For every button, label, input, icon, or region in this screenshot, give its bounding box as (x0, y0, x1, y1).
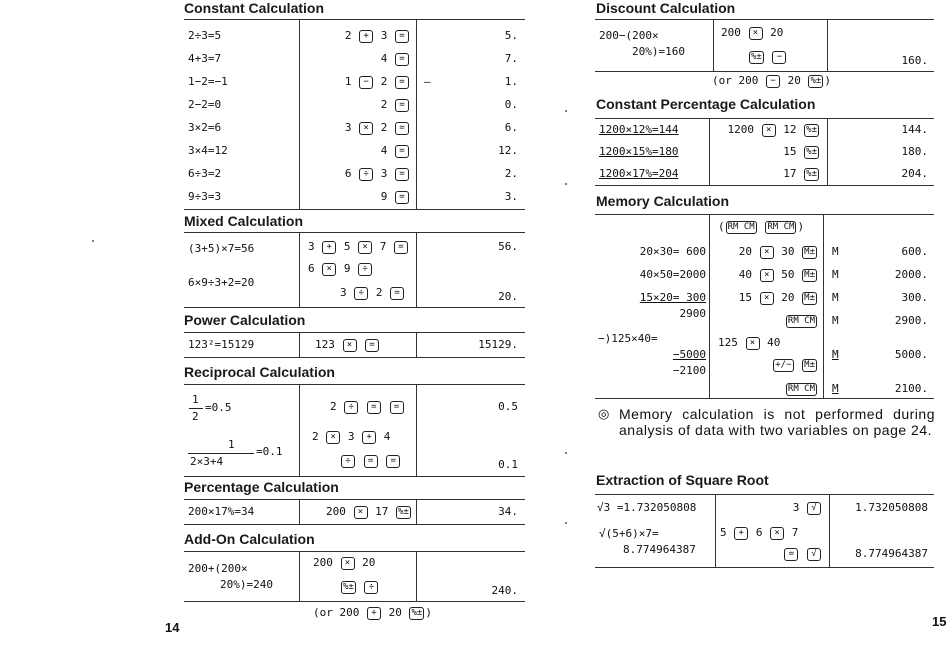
expr: 40×50=2000 (639, 268, 706, 281)
reciprocal-result-2: 0.1 (498, 458, 518, 471)
memory-header-keys: ( RM CM RM CM ) (718, 220, 805, 233)
keys: 6 ÷ 3 = (300, 167, 410, 181)
mixed-calculation-title: Mixed Calculation (184, 213, 304, 229)
keys: 125 × 40 (718, 336, 781, 349)
memory-flag: M (832, 382, 839, 395)
reciprocal-keys-2a: 2 × 3 + 4 (312, 430, 391, 443)
expr: 1200×12%=144 (599, 123, 679, 136)
calculator-key-icon: ÷ (358, 263, 372, 276)
calculator-key-icon: = (390, 401, 404, 414)
result: 12. (498, 144, 518, 157)
calculator-key-icon: = (365, 339, 379, 352)
result: 144. (901, 123, 928, 136)
reciprocal-num-2: 1 (228, 438, 235, 451)
power-keys: 123 × = (315, 338, 380, 352)
keys (708, 382, 818, 396)
memory-flag: M (832, 291, 839, 304)
discount-calculation-title: Discount Calculation (596, 0, 736, 16)
keys: 15 × 20 M± (738, 291, 815, 304)
expr: −5000 (672, 348, 706, 361)
discount-expr-b: 20%)=160 (632, 45, 685, 58)
memory-flag: M (832, 268, 839, 281)
keys (708, 314, 818, 328)
keys: 20 × 30 M± (738, 245, 815, 258)
calculator-key-icon: × (770, 527, 784, 540)
calculator-key-icon: +/− (775, 359, 792, 370)
mixed-keys-2a: 6 × 9 ÷ (308, 262, 373, 276)
expr: 20×30= 600 (639, 245, 706, 258)
calculator-key-icon: × (762, 124, 776, 137)
reciprocal-num-1: 1 (192, 393, 199, 406)
calculator-key-icon: %± (810, 75, 822, 86)
calculator-key-icon: + (734, 527, 748, 540)
note-bullet-icon: ◎ (598, 406, 610, 421)
memory-flag: M (832, 348, 839, 361)
expr: 3×4=12 (188, 144, 228, 157)
power-result: 15129. (478, 338, 518, 351)
result: 600. (901, 245, 928, 258)
addon-expr-b: 20%)=240 (220, 578, 273, 591)
reciprocal-den-1: 2 (192, 410, 199, 423)
result: 2. (504, 167, 518, 180)
result: 7. (504, 52, 518, 65)
keys: 15 %± (783, 145, 817, 158)
expr: 2−2=0 (188, 98, 222, 111)
discount-keys-b (748, 50, 787, 64)
scan-speck (565, 183, 567, 185)
sqrt-expr-1: √3 =1.732050808 (597, 501, 697, 514)
expr: −)125×40= (598, 332, 658, 345)
calculator-key-icon: %± (806, 168, 817, 179)
calculator-key-icon: − (766, 75, 780, 88)
calculator-key-icon: = (394, 241, 408, 254)
mixed-keys-2b: 3 ÷ 2 = (340, 286, 405, 300)
calculator-key-icon: × (760, 269, 774, 282)
result: 5000. (894, 348, 928, 361)
expr: −2100 (672, 364, 706, 377)
calculator-key-icon: = (395, 168, 409, 181)
calculator-key-icon: ÷ (354, 287, 368, 300)
calculator-key-icon: M± (804, 292, 815, 303)
calculator-key-icon: × (746, 337, 760, 350)
sqrt-expr-2b: 8.774964387 (623, 543, 696, 556)
keys: 4 = (300, 144, 410, 158)
keys: 1 − 2 = (300, 75, 410, 89)
calculator-key-icon: ÷ (359, 168, 373, 181)
result: 2900. (894, 314, 928, 327)
discount-keys-a: 200 × 20 (721, 26, 784, 39)
result: 204. (901, 167, 928, 180)
calculator-key-icon: RM CM (787, 383, 815, 394)
result: 2000. (894, 268, 928, 281)
addon-keys-b (340, 580, 379, 594)
expr: 1−2=−1 (188, 75, 228, 88)
calculator-key-icon: = (364, 455, 378, 468)
memory-flag: M (832, 245, 839, 258)
calculator-key-icon: = (386, 455, 400, 468)
keys: 4 = (300, 52, 410, 66)
percentage-calculation-title: Percentage Calculation (184, 479, 339, 495)
calculator-key-icon: √ (807, 548, 821, 561)
expr: 3×2=6 (188, 121, 222, 134)
reciprocal-calculation-title: Reciprocal Calculation (184, 364, 335, 380)
calculator-key-icon: + (362, 431, 376, 444)
calculator-key-icon: RM CM (727, 221, 755, 232)
reciprocal-eq-1: =0.5 (205, 401, 232, 414)
keys: 9 = (300, 190, 410, 204)
addon-expr-a: 200+(200× (188, 562, 248, 575)
calculator-key-icon: − (359, 76, 373, 89)
calculator-key-icon: × (358, 241, 372, 254)
calculator-key-icon: = (390, 287, 404, 300)
keys: 2 + 3 = (300, 29, 410, 43)
expr: 2900 (679, 307, 706, 320)
mixed-expr-1: (3+5)×7=56 (188, 242, 255, 255)
calculator-key-icon: = (395, 30, 409, 43)
expr: 1200×15%=180 (599, 145, 679, 158)
expr: 15×20= 300 (639, 291, 706, 304)
sqrt-expr-2a: √(5+6)×7= (599, 527, 659, 540)
result: 3. (504, 190, 518, 203)
minus-sign: — (424, 75, 431, 88)
result: 1. (504, 75, 518, 88)
reciprocal-eq-2: =0.1 (256, 445, 283, 458)
calculator-key-icon: = (395, 53, 409, 66)
calculator-key-icon: = (395, 145, 409, 158)
calculator-key-icon: × (749, 27, 763, 40)
calculator-key-icon: − (772, 51, 786, 64)
addon-alt: (or 200 + 20 %± ) (313, 606, 432, 619)
calculator-key-icon: %± (398, 506, 409, 517)
percentage-keys: 200 × 17 %± (326, 505, 409, 518)
memory-flag: M (832, 314, 839, 327)
result: 300. (901, 291, 928, 304)
calculator-key-icon: = (395, 191, 409, 204)
memory-calculation-title: Memory Calculation (596, 193, 730, 209)
reciprocal-result-1: 0.5 (498, 400, 518, 413)
calculator-key-icon: = (784, 548, 798, 561)
addon-keys-a: 200 × 20 (313, 556, 376, 569)
square-root-title: Extraction of Square Root (596, 472, 769, 488)
memory-note: Memory calculation is not performed during analysis of data with two variables on page 24. (619, 406, 935, 438)
calculator-key-icon: %± (411, 607, 423, 618)
addon-result: 240. (491, 584, 518, 597)
calculator-key-icon: √ (807, 502, 821, 515)
keys (708, 358, 818, 372)
sqrt-result-2: 8.774964387 (855, 547, 928, 560)
mixed-expr-2: 6×9÷3+2=20 (188, 276, 255, 289)
scan-speck (565, 522, 567, 524)
keys: 17 %± (783, 167, 817, 180)
reciprocal-keys-2b (340, 454, 401, 468)
scan-speck (565, 110, 567, 112)
mixed-result-2: 20. (498, 290, 518, 303)
calculator-key-icon: %± (751, 51, 762, 62)
constant-table (184, 19, 525, 210)
calculator-key-icon: %± (343, 581, 354, 592)
calculator-key-icon: = (395, 76, 409, 89)
calculator-key-icon: × (359, 122, 373, 135)
sqrt-keys-1: 3 √ (710, 501, 822, 515)
result: 180. (901, 145, 928, 158)
result: 0. (504, 98, 518, 111)
calculator-key-icon: × (354, 506, 368, 519)
keys: 3 × 2 = (300, 121, 410, 135)
calculator-key-icon: M± (804, 359, 815, 370)
addon-calculation-title: Add-On Calculation (184, 531, 315, 547)
calculator-key-icon: %± (806, 124, 817, 135)
calculator-key-icon: M± (804, 269, 815, 280)
constant-percentage-title: Constant Percentage Calculation (596, 96, 816, 112)
sqrt-keys-2b (710, 547, 822, 561)
calculator-key-icon: = (395, 122, 409, 135)
fraction-bar (189, 408, 203, 409)
keys: 1200 × 12 %± (727, 123, 817, 136)
result: 2100. (894, 382, 928, 395)
mixed-keys-1: 3 + 5 × 7 = (308, 240, 409, 254)
expr: 2÷3=5 (188, 29, 222, 42)
scan-speck (92, 240, 94, 242)
result: 5. (504, 29, 518, 42)
calculator-key-icon: + (367, 607, 381, 620)
page-number: 14 (165, 620, 180, 635)
calculator-key-icon: M± (804, 246, 815, 257)
mixed-result-1: 56. (498, 240, 518, 253)
calculator-key-icon: = (367, 401, 381, 414)
discount-alt: (or 200 − 20 %± ) (712, 74, 831, 87)
calculator-key-icon: RM CM (767, 221, 795, 232)
calculator-key-icon: ÷ (364, 581, 378, 594)
reciprocal-keys-1: 2 ÷ = = (330, 400, 405, 414)
expr: 4+3=7 (188, 52, 222, 65)
expr: 1200×17%=204 (599, 167, 679, 180)
discount-expr-a: 200−(200× (599, 29, 659, 42)
constant-calculation-title: Constant Calculation (184, 0, 325, 16)
power-calculation-title: Power Calculation (184, 312, 306, 328)
calculator-key-icon: × (760, 292, 774, 305)
expr: 6÷3=2 (188, 167, 222, 180)
calculator-key-icon: RM CM (787, 315, 815, 326)
scan-speck (565, 452, 567, 454)
calculator-key-icon: ÷ (341, 455, 355, 468)
keys: 2 = (300, 98, 410, 112)
discount-result: 160. (901, 54, 928, 67)
calculator-key-icon: + (322, 241, 336, 254)
calculator-key-icon: × (343, 339, 357, 352)
calculator-key-icon: × (326, 431, 340, 444)
calculator-key-icon: × (322, 263, 336, 276)
sqrt-keys-2a: 5 + 6 × 7 (720, 526, 799, 539)
calculator-key-icon: × (341, 557, 355, 570)
keys: 40 × 50 M± (738, 268, 815, 281)
calculator-key-icon: = (395, 99, 409, 112)
result: 6. (504, 121, 518, 134)
power-expr: 123²=15129 (188, 338, 255, 351)
fraction-bar (188, 453, 254, 454)
percentage-result: 34. (498, 505, 518, 518)
sqrt-result-1: 1.732050808 (855, 501, 928, 514)
calculator-key-icon: + (359, 30, 373, 43)
calculator-key-icon: × (760, 246, 774, 259)
reciprocal-den-2: 2×3+4 (190, 455, 224, 468)
expr: 9÷3=3 (188, 190, 222, 203)
calculator-key-icon: %± (806, 146, 817, 157)
page-number: 15 (932, 614, 947, 629)
percentage-expr: 200×17%=34 (188, 505, 255, 518)
calculator-key-icon: ÷ (344, 401, 358, 414)
